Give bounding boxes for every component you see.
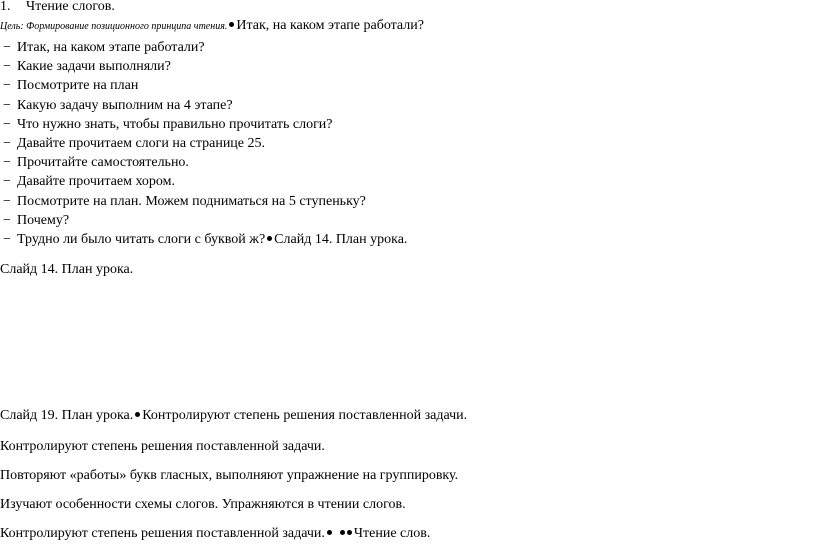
dash-icon: − [3,40,11,55]
slide-14-paragraph: Слайд 14. План урока. [0,262,134,277]
bullet-dot-icon [340,530,345,535]
dash-icon: − [3,232,11,248]
heading-title: Чтение слогов. [26,0,115,14]
dash-icon: − [3,193,11,209]
dash-icon: − [3,174,11,190]
control-paragraph-2: Контролируют степень решения поставленной задачи. Чтение слов. [0,526,431,541]
dash-icon: − [3,212,11,228]
control-paragraph-1: Контролируют степень решения поставленной задачи. [0,439,325,454]
list-item: − Давайте прочитаем слоги на странице 25. [3,134,407,153]
slide-19-paragraph: Слайд 19. План урока. Контролируют степень решения поставленной задачи. [0,408,468,423]
list-item: − Посмотрите на план. Можем подниматься на 5 ступеньку? [3,192,407,211]
list-item: − Какие задачи выполняли? [3,57,407,76]
dash-icon: − [3,59,11,75]
list-item: − Какую задачу выполним на 4 этапе? [3,96,407,115]
bullet-dot-icon [327,530,332,535]
question-list [3,38,407,249]
bullet-dot-icon [347,530,352,535]
list-item-last: − Трудно ли было читать слоги с буквой ж? Слайд 14. План урока. [3,230,407,249]
bullet-dot-icon [229,22,234,27]
list-item: − Что нужно знать, чтобы правильно прочитать слоги? [3,115,407,134]
goal-label: Цель: Формирование позиционного принципа чтения. [0,21,228,32]
list-item: − Почему? [3,211,407,230]
bullet-dot-icon [135,412,140,417]
goal-text: Итак, на каком этапе работали? [236,18,424,33]
dash-icon: − [3,155,11,171]
dash-icon: − [3,116,11,132]
section-heading [0,0,115,16]
list-item: − Итак, на каком этапе работали? [3,38,407,57]
dash-icon: − [3,136,11,152]
repeat-paragraph: Повторяют «работы» букв гласных, выполняют упражнение на группировку. [0,468,459,483]
heading-number: 1. [0,0,11,14]
list-item: − Давайте прочитаем хором. [3,172,407,191]
goal-line [0,17,424,36]
list-item: − Прочитайте самостоятельно. [3,153,407,172]
dash-icon: − [3,97,11,113]
dash-icon: − [3,78,11,94]
study-paragraph: Изучают особенности схемы слогов. Упражняются в чтении слогов. [0,497,406,512]
bullet-dot-icon [267,236,272,241]
list-item: − Посмотрите на план [3,76,407,95]
